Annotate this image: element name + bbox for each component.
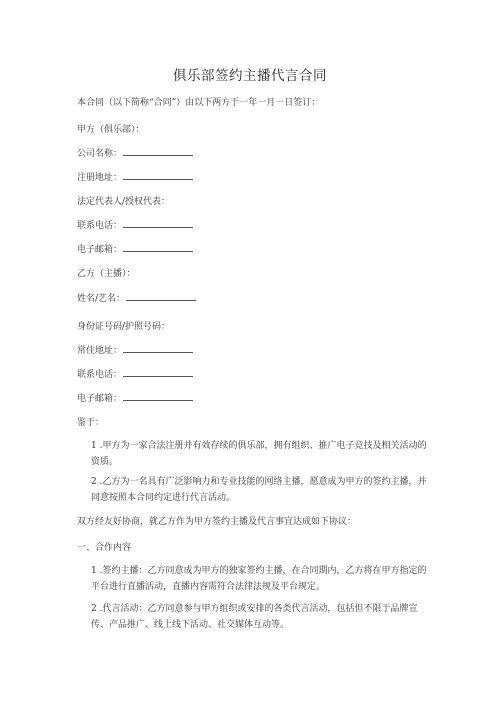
party-b-email-blank[interactable] xyxy=(123,392,193,401)
whereas-clause-1-text: 1 .甲方为一家合法注册并有效存续的俱乐部，拥有组织、推广电子竞技及相关活动的资质。 xyxy=(91,441,427,467)
party-a-heading: 甲方（俱乐部）： xyxy=(77,125,145,135)
legal-rep-label: 法定代表人/授权代表： xyxy=(77,197,171,207)
party-a-email-row xyxy=(77,243,193,257)
party-a-phone-label: 联系电话： xyxy=(77,221,123,231)
party-b-phone-blank[interactable] xyxy=(123,368,193,377)
streamer-name-label: 姓名/艺名： xyxy=(77,294,126,304)
company-name-blank[interactable] xyxy=(123,147,193,156)
streamer-name-row xyxy=(77,292,196,306)
party-b-heading: 乙方（主播）： xyxy=(77,269,136,279)
id-number-label: 身份证号码/护照号码： xyxy=(77,322,171,332)
streamer-name-blank[interactable] xyxy=(126,292,196,301)
clause-2 xyxy=(77,601,429,633)
party-a-phone-blank[interactable] xyxy=(123,219,193,228)
clause-1-text: 1 .签约主播：乙方同意成为甲方的独家签约主播，在合同期内，乙方将在甲方指定的平台进行直播活动，直播内容需符合法律法规及平台规定。 xyxy=(91,566,427,592)
residence-row xyxy=(77,344,193,358)
residence-blank[interactable] xyxy=(123,344,193,353)
clause-2-text: 2 .代言活动：乙方同意参与甲方组织或安排的各类代言活动，包括但不限于品牌宣传、产品推广、线上线下活动、社交媒体互动等。 xyxy=(91,604,418,630)
party-b-email-row xyxy=(77,392,193,406)
address-blank[interactable] xyxy=(123,171,193,180)
document-title: 俱乐部签约主播代言合同 xyxy=(173,68,327,84)
whereas-label: 鉴于： xyxy=(77,418,105,428)
section-1-heading: 一、合作内容 xyxy=(77,543,132,553)
address-label: 注册地址： xyxy=(77,173,123,183)
agreement-intro: 双方经友好协商，就乙方作为甲方签约主播及代言事宜达成如下协议： xyxy=(77,517,357,527)
residence-label: 常住地址： xyxy=(77,346,123,356)
company-name-row xyxy=(77,147,193,161)
party-a-email-blank[interactable] xyxy=(123,243,193,252)
whereas-clause-2-text: 2 .乙方为一名具有广泛影响力和专业技能的网络主播，愿意成为甲方的签约主播，并同意按照本合同约定进行代言活动。 xyxy=(91,477,427,503)
party-a-email-label: 电子邮箱： xyxy=(77,245,123,255)
address-row xyxy=(77,171,193,185)
company-name-label: 公司名称： xyxy=(77,149,123,159)
intro-line: 本合同（以下简称“合同”）由以下两方于一年一月一日签订： xyxy=(77,98,321,108)
party-b-email-label: 电子邮箱： xyxy=(77,394,123,404)
whereas-clause-1 xyxy=(77,438,429,470)
party-b-phone-label: 联系电话： xyxy=(77,370,123,380)
party-a-phone-row xyxy=(77,219,193,233)
whereas-clause-2 xyxy=(77,474,429,506)
party-b-phone-row xyxy=(77,368,193,382)
clause-1 xyxy=(77,563,429,595)
